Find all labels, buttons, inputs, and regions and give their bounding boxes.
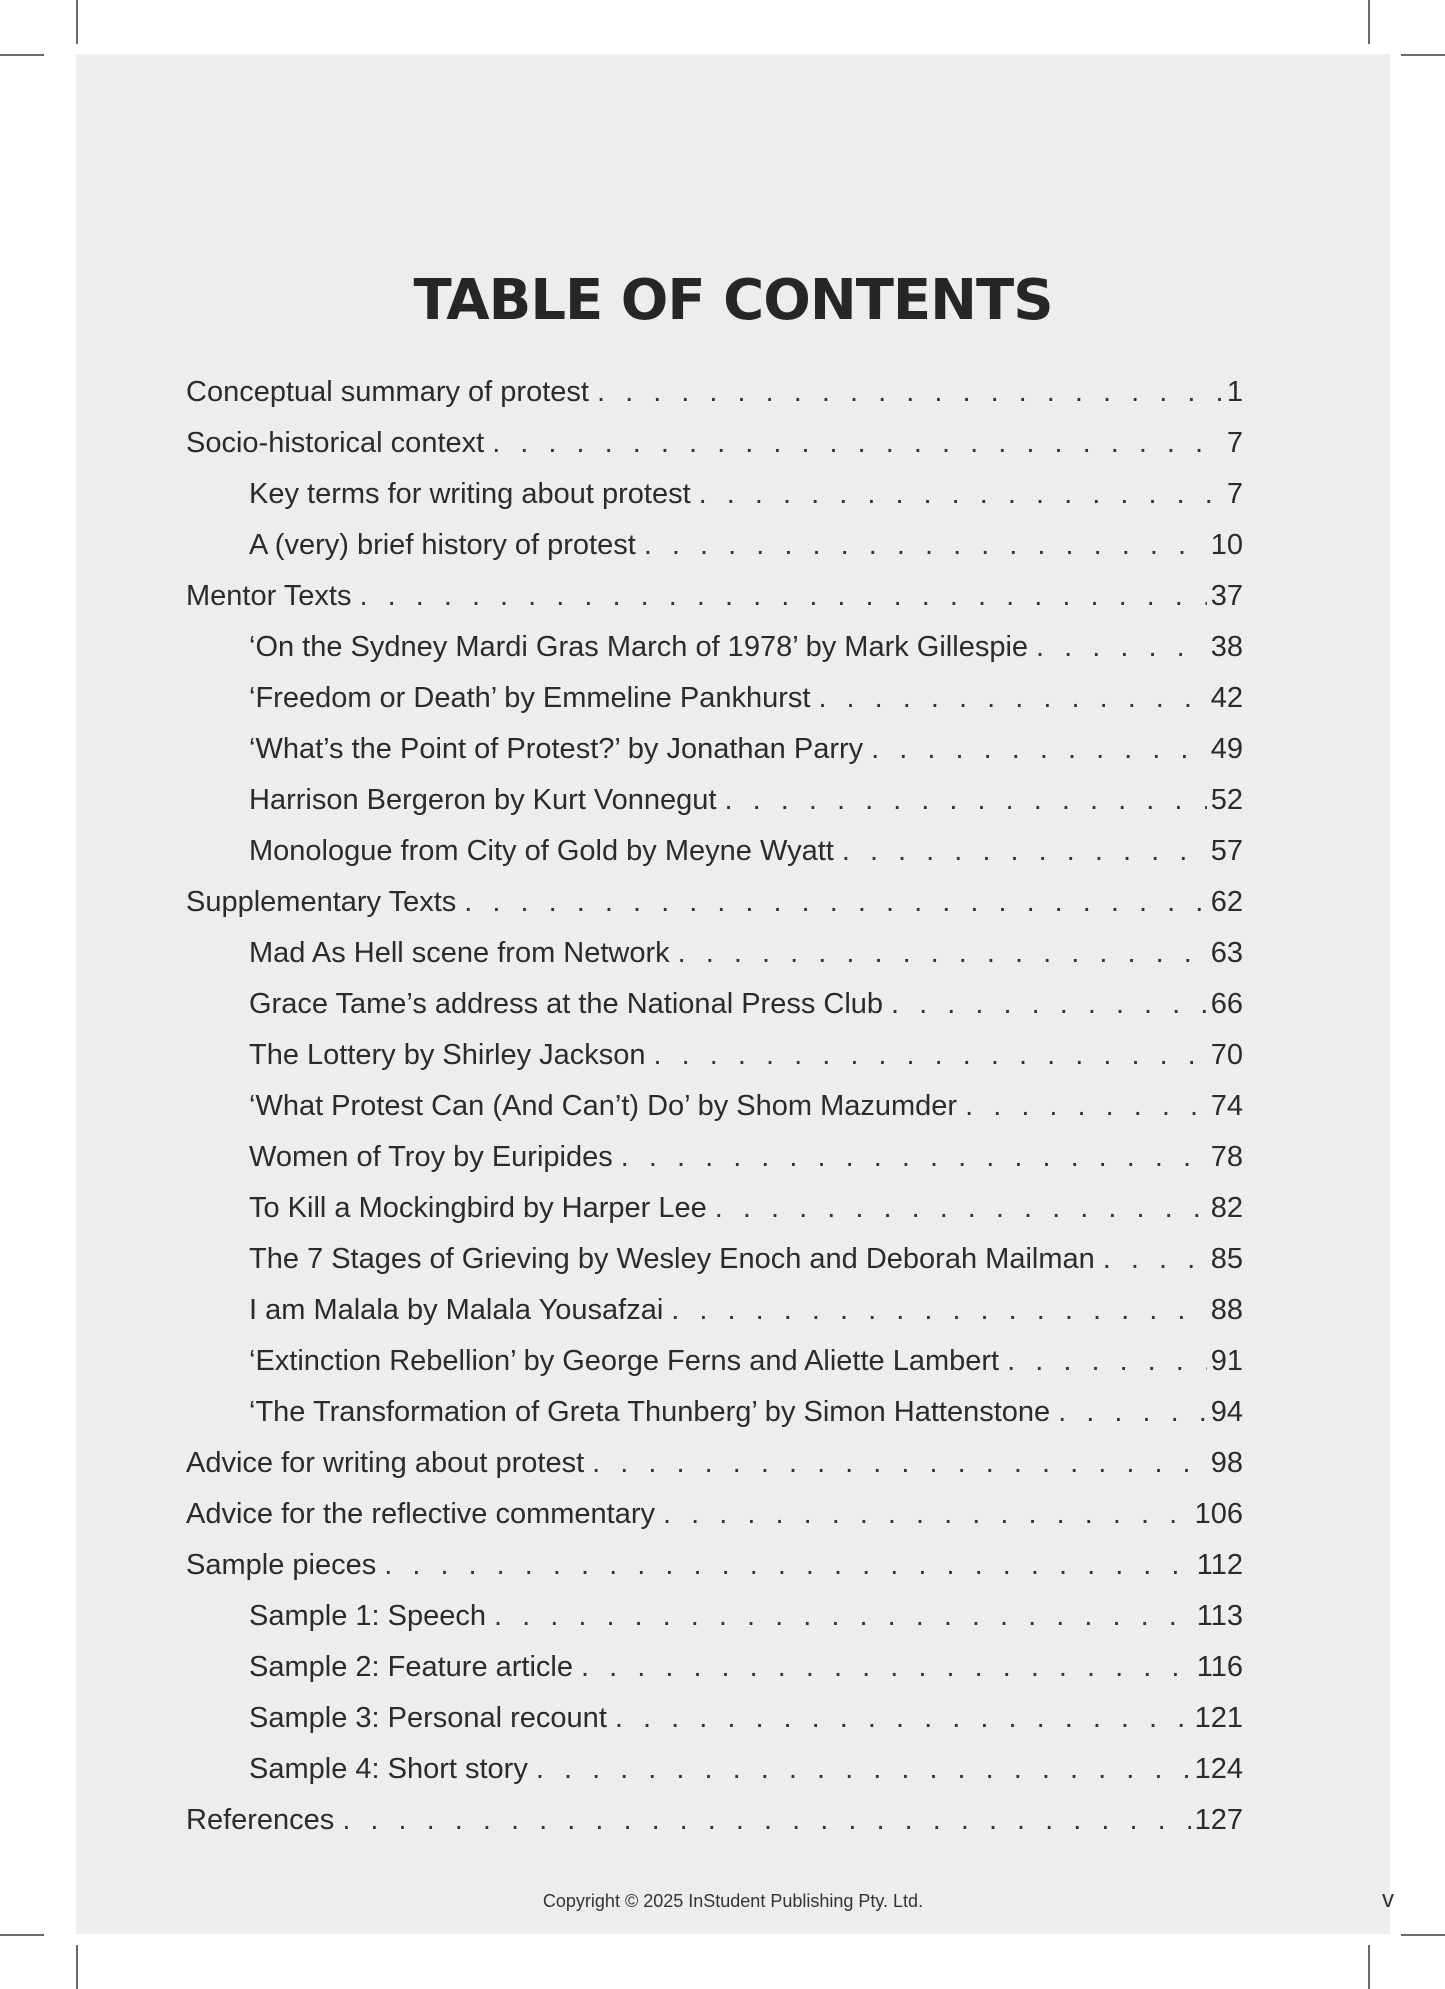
toc-dot-leader <box>1007 1336 1207 1387</box>
toc-entry[interactable] <box>186 1183 1243 1234</box>
toc-entry[interactable] <box>186 1591 1243 1642</box>
toc-entry-label: Sample pieces <box>186 1549 377 1581</box>
toc-entry[interactable] <box>186 724 1243 775</box>
toc-entry-label: ‘On the Sydney Mardi Gras March of 1978’ by Mark Gillespie <box>249 631 1029 663</box>
crop-mark <box>76 1945 78 1989</box>
toc-entry-label: Mad As Hell scene from Network <box>249 937 670 969</box>
toc-entry-page: 113 <box>1196 1600 1243 1632</box>
toc-entry[interactable] <box>186 622 1243 673</box>
toc-entry-page: 42 <box>1210 682 1243 714</box>
toc-entry[interactable] <box>186 1489 1243 1540</box>
toc-entry-label: ‘What’s the Point of Protest?’ by Jonathan Parry <box>249 733 864 765</box>
toc-entry[interactable] <box>186 469 1243 520</box>
toc-entry-page: 106 <box>1194 1498 1243 1530</box>
toc-entry-page: 37 <box>1210 580 1243 612</box>
page-number: v <box>1382 1886 1394 1913</box>
toc-entry-label: To Kill a Mockingbird by Harper Lee <box>249 1192 707 1224</box>
toc-entry-page: 85 <box>1210 1243 1243 1275</box>
toc-dot-leader <box>536 1744 1191 1795</box>
toc-entry-label: ‘The Transformation of Greta Thunberg’ by Simon Hattenstone <box>249 1396 1051 1428</box>
toc-entry[interactable] <box>186 520 1243 571</box>
toc-entry-page: 98 <box>1210 1447 1243 1479</box>
toc-dot-leader <box>1036 622 1207 673</box>
toc-dot-leader <box>715 1183 1207 1234</box>
toc-entry[interactable] <box>186 571 1243 622</box>
toc-dot-leader <box>384 1540 1193 1591</box>
toc-entry[interactable] <box>186 1744 1243 1795</box>
toc-entry-page: 49 <box>1210 733 1243 765</box>
toc-entry[interactable] <box>186 1795 1243 1846</box>
toc-dot-leader <box>581 1642 1193 1693</box>
toc-entry[interactable] <box>186 826 1243 877</box>
crop-mark <box>76 0 78 44</box>
toc-dot-leader <box>891 979 1207 1030</box>
toc-entry-page: 66 <box>1210 988 1243 1020</box>
toc-entry[interactable] <box>186 1132 1243 1183</box>
copyright-footer: Copyright © 2025 InStudent Publishing Pty. Ltd. <box>542 1891 924 1911</box>
toc-entry[interactable] <box>186 1234 1243 1285</box>
toc-dot-leader <box>842 826 1207 877</box>
toc-entry-label: ‘What Protest Can (And Can’t) Do’ by Shom Mazumder <box>249 1090 958 1122</box>
toc-entry-label: The Lottery by Shirley Jackson <box>249 1039 646 1071</box>
toc-dot-leader <box>871 724 1207 775</box>
toc-entry-label: Supplementary Texts <box>186 886 457 918</box>
toc-entry-page: 124 <box>1194 1753 1243 1785</box>
toc-entry-page: 1 <box>1226 376 1243 408</box>
toc-entry-page: 62 <box>1210 886 1243 918</box>
page-title: TABLE OF CONTENTS <box>413 268 1053 333</box>
toc-entry-label: Grace Tame’s address at the National Press Club <box>249 988 884 1020</box>
toc-dot-leader <box>1103 1234 1207 1285</box>
toc-entry-page: 94 <box>1210 1396 1243 1428</box>
toc-entry[interactable] <box>186 1030 1243 1081</box>
toc-entry[interactable] <box>186 1642 1243 1693</box>
toc-entry-label: Conceptual summary of protest <box>186 376 589 408</box>
toc-entry[interactable] <box>186 928 1243 979</box>
toc-entry-page: 70 <box>1210 1039 1243 1071</box>
toc-dot-leader <box>654 1030 1207 1081</box>
toc-entry-label: A (very) brief history of protest <box>249 529 636 561</box>
toc-entry-label: Harrison Bergeron by Kurt Vonnegut <box>249 784 717 816</box>
toc-dot-leader <box>464 877 1206 928</box>
toc-dot-leader <box>699 469 1223 520</box>
toc-entry-label: Sample 3: Personal recount <box>249 1702 607 1734</box>
toc-entry-page: 52 <box>1210 784 1243 816</box>
toc-entry-page: 10 <box>1210 529 1243 561</box>
toc-dot-leader <box>494 1591 1193 1642</box>
toc-entry-label: I am Malala by Malala Yousafzai <box>249 1294 664 1326</box>
crop-mark <box>1401 1934 1445 1936</box>
toc-entry-label: Monologue from City of Gold by Meyne Wyatt <box>249 835 834 867</box>
toc-entry-page: 121 <box>1194 1702 1243 1734</box>
toc-entry-page: 38 <box>1210 631 1243 663</box>
document-page <box>76 54 1394 1934</box>
toc-dot-leader <box>671 1285 1206 1336</box>
toc-entry-label: ‘Freedom or Death’ by Emmeline Pankhurst <box>249 682 811 714</box>
toc-entry[interactable] <box>186 1285 1243 1336</box>
crop-mark <box>0 1934 44 1936</box>
toc-entry-page: 74 <box>1210 1090 1243 1122</box>
toc-entry[interactable] <box>186 1081 1243 1132</box>
crop-mark <box>1368 0 1370 44</box>
toc-dot-leader <box>663 1489 1191 1540</box>
toc-dot-leader <box>621 1132 1207 1183</box>
toc-entry-label: Socio-historical context <box>186 427 485 459</box>
toc-dot-leader <box>725 775 1207 826</box>
toc-dot-leader <box>592 1438 1207 1489</box>
toc-dot-leader <box>678 928 1207 979</box>
toc-entry-label: Mentor Texts <box>186 580 352 612</box>
crop-mark <box>1368 1945 1370 1989</box>
toc-entry[interactable] <box>186 1693 1243 1744</box>
toc-entry-label: Women of Troy by Euripides <box>249 1141 613 1173</box>
toc-entry[interactable] <box>186 367 1243 418</box>
toc-dot-leader <box>965 1081 1207 1132</box>
toc-entry-page: 57 <box>1210 835 1243 867</box>
table-of-contents <box>186 367 1243 1846</box>
toc-entry[interactable] <box>186 1438 1243 1489</box>
toc-entry[interactable] <box>186 1540 1243 1591</box>
toc-entry-label: The 7 Stages of Grieving by Wesley Enoch and Deborah Mailman <box>249 1243 1095 1275</box>
toc-entry-page: 112 <box>1196 1549 1243 1581</box>
toc-entry[interactable] <box>186 1336 1243 1387</box>
toc-entry-label: Advice for writing about protest <box>186 1447 585 1479</box>
toc-dot-leader <box>492 418 1223 469</box>
toc-dot-leader <box>1058 1387 1207 1438</box>
toc-dot-leader <box>615 1693 1191 1744</box>
toc-entry-label: Sample 4: Short story <box>249 1753 528 1785</box>
toc-entry-label: ‘Extinction Rebellion’ by George Ferns and Aliette Lambert <box>249 1345 1000 1377</box>
toc-dot-leader <box>359 571 1206 622</box>
toc-entry-page: 7 <box>1226 478 1243 510</box>
toc-entry-page: 82 <box>1210 1192 1243 1224</box>
toc-entry-page: 116 <box>1196 1651 1243 1683</box>
toc-entry-page: 63 <box>1210 937 1243 969</box>
toc-entry-label: References <box>186 1804 335 1836</box>
toc-entry[interactable] <box>186 673 1243 724</box>
crop-mark <box>0 54 44 56</box>
toc-entry[interactable] <box>186 775 1243 826</box>
toc-dot-leader <box>342 1795 1190 1846</box>
toc-entry-page: 88 <box>1210 1294 1243 1326</box>
toc-entry-label: Sample 2: Feature article <box>249 1651 573 1683</box>
toc-entry-page: 7 <box>1226 427 1243 459</box>
toc-dot-leader <box>818 673 1206 724</box>
toc-entry-page: 127 <box>1194 1804 1243 1836</box>
toc-dot-leader <box>597 367 1223 418</box>
toc-entry[interactable] <box>186 1387 1243 1438</box>
toc-entry[interactable] <box>186 877 1243 928</box>
toc-entry[interactable] <box>186 418 1243 469</box>
crop-mark <box>1401 54 1445 56</box>
toc-entry[interactable] <box>186 979 1243 1030</box>
toc-dot-leader <box>644 520 1207 571</box>
toc-entry-label: Advice for the reflective commentary <box>186 1498 656 1530</box>
toc-entry-page: 78 <box>1210 1141 1243 1173</box>
toc-entry-label: Sample 1: Speech <box>249 1600 486 1632</box>
toc-entry-label: Key terms for writing about protest <box>249 478 691 510</box>
toc-entry-page: 91 <box>1210 1345 1243 1377</box>
